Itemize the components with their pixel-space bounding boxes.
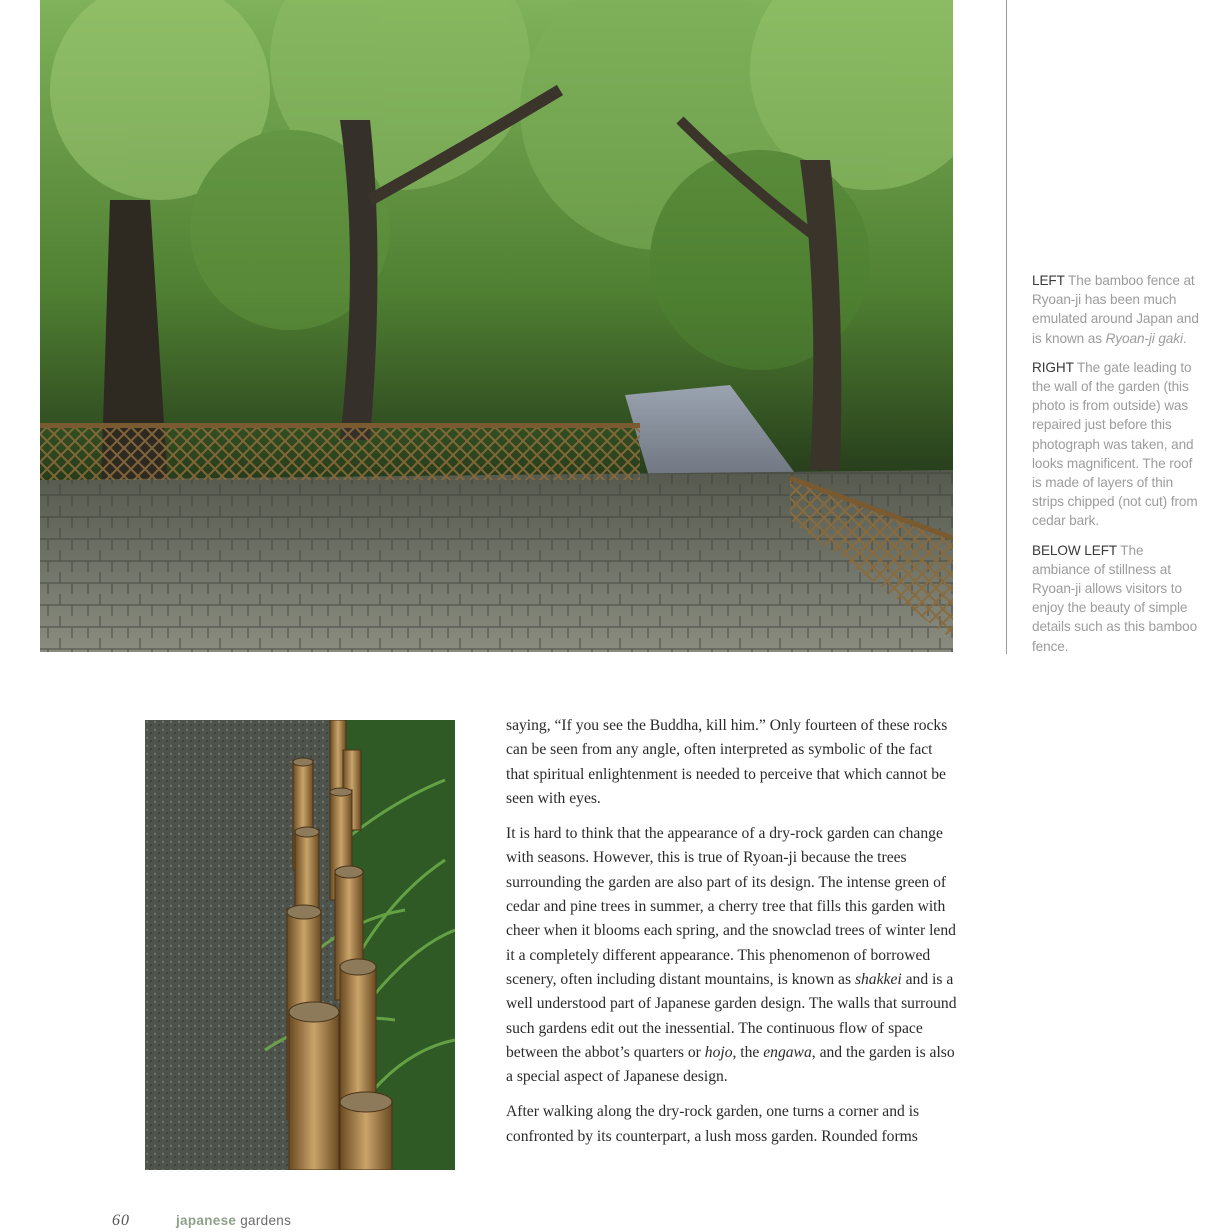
paragraph-text: , and the garden is also a special aspect of Japanese design.: [506, 1043, 955, 1086]
paragraph: [506, 1100, 958, 1149]
paragraph-text: saying, “If you see the Buddha, kill him.” Only fourteen of these rocks can be seen from any angle, often interpreted as symbolic of the fact that spiritual enlightenment is needed to perceive that which cannot be seen with eyes.: [506, 717, 948, 807]
caption-lead: LEFT: [1032, 273, 1065, 288]
photo-captions: [1032, 271, 1200, 666]
running-head-strong: japanese: [176, 1213, 237, 1228]
page-number: 60: [112, 1212, 130, 1229]
bamboo-fence-illustration: [145, 720, 455, 1170]
caption-below-left: [1032, 541, 1200, 656]
caption-right: [1032, 358, 1200, 531]
column-divider: [1006, 0, 1007, 654]
paragraph: [506, 714, 958, 811]
caption-text: The ambiance of stillness at Ryoan-ji allows visitors to enjoy the beauty of simple details such as this bamboo fence.: [1032, 542, 1198, 654]
paragraph-text: and is a well understood part of Japanese garden design. The walls that surround such gardens edit out the inessential. The continuous flow of space between the abbot’s quarters or: [506, 970, 957, 1061]
photo-bamboo-fence: [145, 720, 455, 1170]
caption-lead: BELOW LEFT: [1032, 542, 1117, 558]
forest-path-illustration: [40, 0, 953, 652]
caption-text: The gate leading to the wall of the garden (this photo is from outside) was repaired just before this photograph was taken, and looks magnificent. The roof is made of layers of thin strips chipped (not cut) from cedar bark.: [1032, 359, 1198, 529]
running-head-rest: gardens: [236, 1213, 292, 1228]
photo-forest-path: [40, 0, 953, 652]
paragraph-term: hojo: [704, 1043, 733, 1061]
caption-text: .: [1182, 330, 1187, 346]
paragraph: [506, 822, 958, 1089]
caption-text: The bamboo fence at Ryoan-ji has been much emulated around Japan and is known as: [1032, 273, 1199, 346]
paragraph-term: shakkei: [854, 970, 902, 988]
paragraph-text: , the: [732, 1043, 764, 1061]
caption-term: Ryoan-ji gaki: [1105, 330, 1183, 346]
caption-lead: RIGHT: [1032, 359, 1074, 375]
paragraph-term: engawa: [763, 1043, 812, 1061]
paragraph-text: After walking along the dry-rock garden, one turns a corner and is confronted by its counterpart, a lush moss garden. Rounded forms: [506, 1103, 920, 1145]
paragraph-text: It is hard to think that the appearance of a dry-rock garden can change with seasons. However, this is true of Ryoan-ji because the trees surrounding the garden are also part of its design. The intense green of cedar and pine trees in summer, a cherry tree that fills this garden with cheer when it blooms each spring, and the snowclad trees of winter lend it a completely different appearance. This phenomenon of borrowed scenery, often including distant mountains, is known as: [506, 825, 956, 988]
caption-left: [1032, 271, 1200, 348]
body-text: [506, 714, 958, 1160]
running-head: [176, 1213, 291, 1228]
